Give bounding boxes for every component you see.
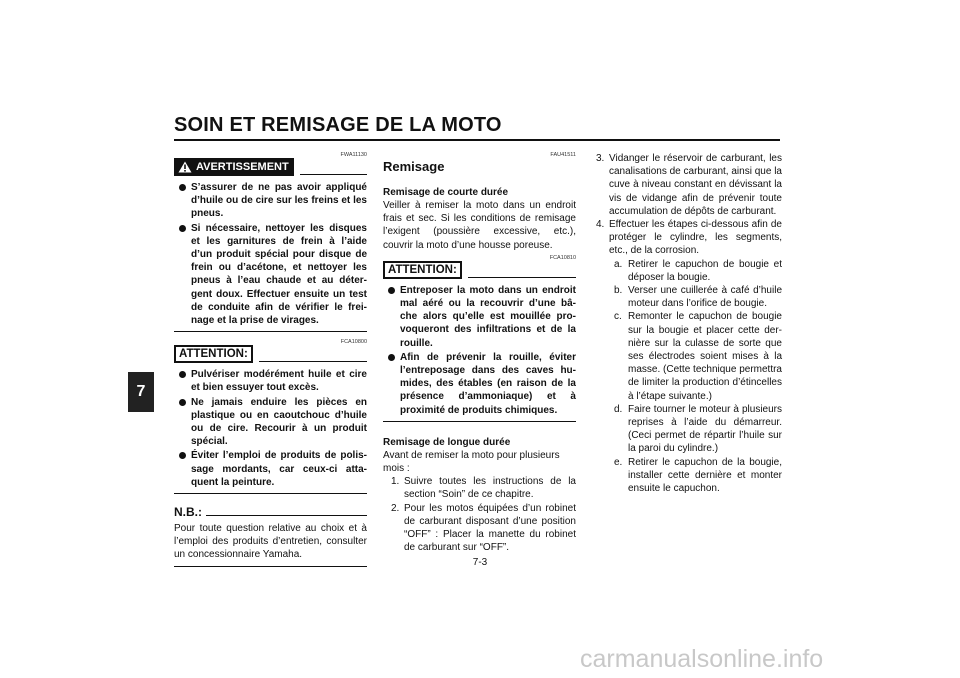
bullet-icon: [179, 225, 186, 232]
attention-badge: ATTENTION:: [174, 345, 253, 363]
list-item: Éviter l’emploi de produits de polis-sage mordants, car ceux-ci atta-quent la peinture.: [174, 449, 367, 489]
list-item: a. Retirer le capuchon de bougie et déposer la bougie.: [614, 258, 782, 283]
attention-code: FCA10800: [340, 339, 367, 346]
bullet-icon: [388, 354, 395, 361]
warning-badge: [174, 158, 294, 176]
list-item: Si nécessaire, nettoyer les disques et les garnitures de frein à l’aide d’un produit spécial pour disque de frein ou d’acétone, et nettoyer les pneus à l’eau chaude et au déter-gent doux. Effectuer ensuite un test de conduite afin de vérifier le frei-nage et la prise de virages.: [174, 222, 367, 328]
list-item: 3. Vidanger le réservoir de carburant, les canalisations de carburant, ainsi que la cuve à niveau constant en dévissant la vis de vidange afin de prévenir toute accumulation de dépôts de carburant.: [596, 153, 782, 217]
attention-badge: ATTENTION:: [383, 261, 462, 279]
watermark: carmanualsonline.info: [580, 645, 824, 673]
section-code: FAU41511: [550, 152, 576, 158]
nb-header-rule: [206, 515, 367, 516]
warning-header-rule: [300, 174, 367, 175]
page-number: 7-3: [472, 557, 488, 568]
warning-end-rule: [174, 331, 367, 332]
warning-list: [174, 181, 367, 327]
short-term-title: Remisage de courte durée: [383, 187, 509, 198]
nb-header: [174, 505, 367, 519]
attention-end-rule: [174, 493, 367, 494]
section-title: Remisage: [383, 159, 445, 174]
left-column: [174, 152, 367, 567]
attention-header-rule: [468, 277, 576, 278]
list-item: 2. Pour les motos équipées d’un robinet de carburant disposant d’une position “OFF” : Placer la manette du robinet de carburant sur “OFF”.: [391, 502, 576, 554]
list-item: Ne jamais enduire les pièces en plastique ou en caoutchouc d’huile ou de cire. Recourir à un produit spécial.: [174, 396, 367, 449]
list-item: Entreposer la moto dans un endroit mal aéré ou la recouvrir d’une bâ-che alors qu’elle est mouillée pro-voqueront des infiltrations et de la rouille.: [383, 284, 576, 350]
nb-text: Pour toute question relative au choix et à l’emploi des produits d’entretien, consulter un concessionnaire Yamaha.: [174, 523, 367, 561]
attention-header: [174, 345, 367, 363]
long-term-steps: [383, 475, 576, 554]
page-title: SOIN ET REMISAGE DE LA MOTO: [174, 114, 502, 136]
bullet-icon: [179, 399, 186, 406]
storage-substeps: [609, 258, 782, 496]
long-term-title: Remisage de longue durée: [383, 436, 511, 448]
list-item: e. Retirer le capuchon de la bougie, installer cette dernière et monter ensuite le capuchon.: [614, 456, 782, 495]
warning-badge-label: AVERTISSEMENT: [196, 161, 289, 173]
attention-header: [383, 261, 576, 279]
bullet-icon: [179, 184, 186, 191]
attention-list: [174, 368, 367, 489]
middle-column: [383, 152, 576, 554]
list-item: 4. Effectuer les étapes ci-dessous afin de protéger le cylindre, les segments, etc., de la corrosion.: [596, 219, 782, 257]
bullet-icon: [179, 452, 186, 459]
title-divider: [174, 139, 780, 141]
list-item: d. Faire tourner le moteur à plusieurs reprises à l’aide du démarreur. (Ceci permet de répartir l’huile sur la paroi du cylindre.): [614, 403, 782, 455]
warning-code: FWA11130: [340, 152, 367, 158]
long-term-intro: Avant de remiser la moto pour plusieurs mois :: [383, 449, 560, 475]
storage-steps: [596, 152, 782, 258]
bullet-icon: [388, 287, 395, 294]
list-item: 1. Suivre toutes les instructions de la section “Soin” de ce chapitre.: [391, 476, 576, 501]
warning-header: [174, 158, 367, 176]
list-item: S’assurer de ne pas avoir appliqué d’huile ou de cire sur les freins et les pneus.: [174, 181, 367, 221]
list-item: b. Verser une cuillerée à café d’huile moteur dans l’orifice de bougie.: [614, 285, 782, 310]
attention-list: [383, 284, 576, 417]
bullet-icon: [179, 371, 186, 378]
right-column: [596, 152, 782, 495]
attention-code: FCA10810: [549, 254, 576, 261]
attention-header-rule: [259, 361, 367, 362]
warning-triangle-icon: [178, 161, 192, 173]
list-item: Afin de prévenir la rouille, éviter l’entreposage dans des caves hu-mides, des étables (en raison de la présence d’ammoniaque) et à proximité de produits chimiques.: [383, 351, 576, 417]
short-term-text: Veiller à remiser la moto dans un endroit frais et sec. Si les conditions de remisage l’exigent (poussière excessive, etc.), couvrir la moto d’une housse poreuse.: [383, 200, 576, 251]
list-item: Pulvériser modérément huile et cire et bien essuyer tout excès.: [174, 368, 367, 394]
list-item: c. Remonter le capuchon de bougie sur la bougie et placer cette der-nière sur la culasse de sorte que ses électrodes soient mises à la masse. (Cette technique permettra de limiter la production d’étincelles à l’étape suivante.): [614, 311, 782, 402]
attention-end-rule: [383, 421, 576, 422]
nb-label: N.B.:: [174, 505, 202, 520]
chapter-tab: 7: [128, 372, 154, 412]
